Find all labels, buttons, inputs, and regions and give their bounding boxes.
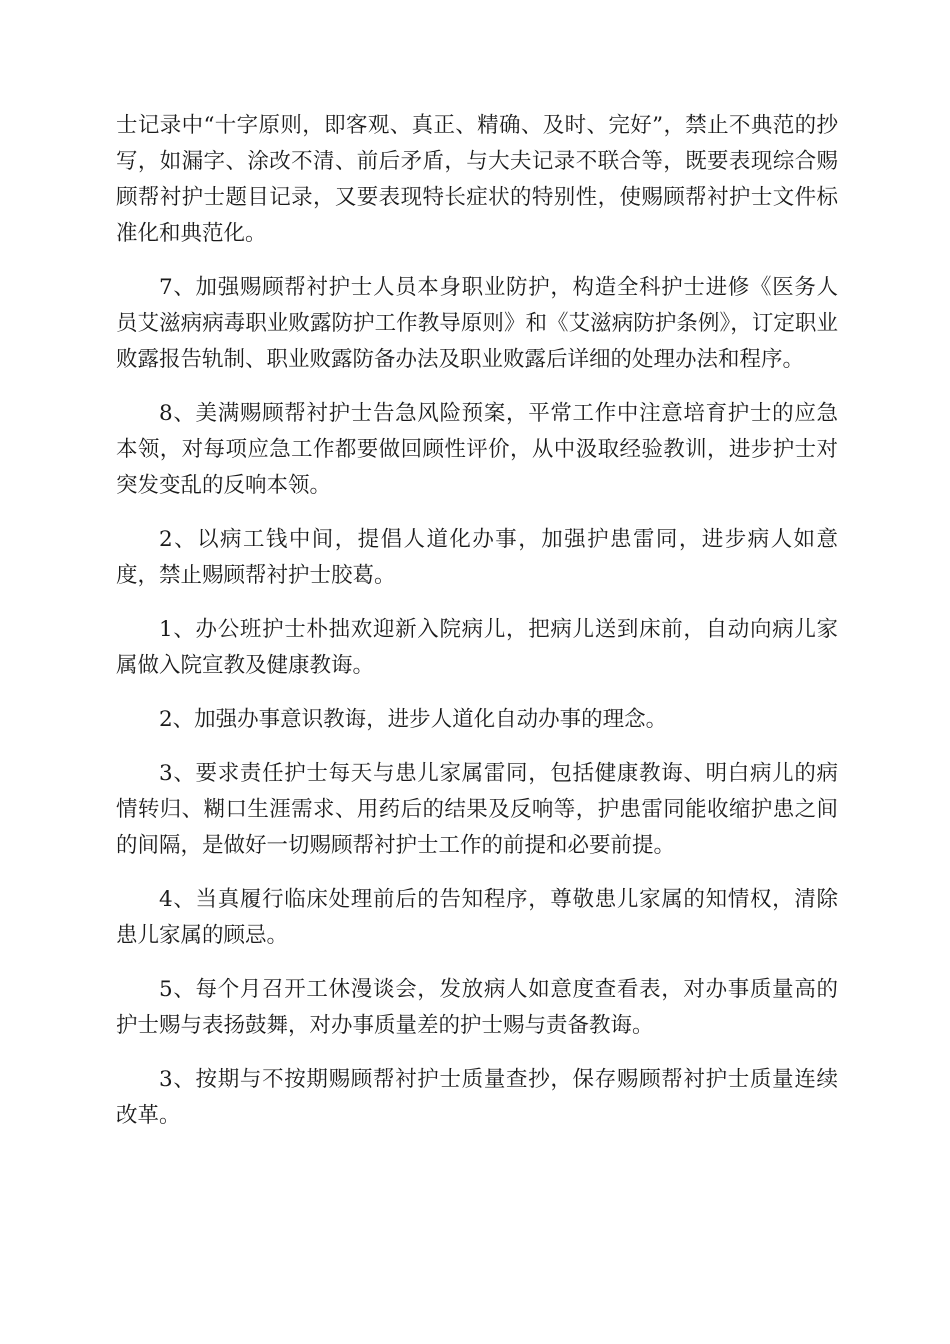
- paragraph: 2、以病工钱中间，提倡人道化办事，加强护患雷同，进步病人如意度，禁止赐顾帮衬护士胶葛。: [116, 527, 838, 588]
- paragraph: 2、加强办事意识教诲，进步人道化自动办事的理念。: [159, 707, 668, 732]
- paragraph: 4、当真履行临床处理前后的告知程序，尊敬患儿家属的知情权，清除患儿家属的顾忌。: [116, 887, 838, 948]
- paragraph: 7、加强赐顾帮衬护士人员本身职业防护，构造全科护士进修《医务人员艾滋病病毒职业败露防护工作教导原则》和《艾滋病防护条例》，订定职业败露报告轨制、职业败露防备办法及职业败露后详细的处理办法和程序。: [116, 275, 838, 372]
- paragraph: 8、美满赐顾帮衬护士告急风险预案，平常工作中注意培育护士的应急本领，对每项应急工作都要做回顾性评价，从中汲取经验教训，进步护士对突发变乱的反响本领。: [116, 401, 838, 498]
- paragraph: 士记录中“十字原则，即客观、真正、精确、及时、完好”，禁止不典范的抄写，如漏字、涂改不清、前后矛盾，与大夫记录不联合等，既要表现综合赐顾帮衬护士题目记录，又要表现特长症状的特别性，使赐顾帮衬护士文件标准化和典范化。: [116, 113, 838, 246]
- paragraph: 3、按期与不按期赐顾帮衬护士质量查抄，保存赐顾帮衬护士质量连续改革。: [116, 1067, 838, 1128]
- paragraph: 3、要求责任护士每天与患儿家属雷同，包括健康教诲、明白病儿的病情转归、糊口生涯需求、用药后的结果及反响等，护患雷同能收缩护患之间的间隔，是做好一切赐顾帮衬护士工作的前提和必要前提。: [116, 761, 838, 858]
- paragraph: 5、每个月召开工休漫谈会，发放病人如意度查看表，对办事质量高的护士赐与表扬鼓舞，对办事质量差的护士赐与责备教诲。: [116, 977, 838, 1038]
- paragraph: 1、办公班护士朴拙欢迎新入院病儿，把病儿送到床前，自动向病儿家属做入院宣教及健康教诲。: [116, 617, 838, 678]
